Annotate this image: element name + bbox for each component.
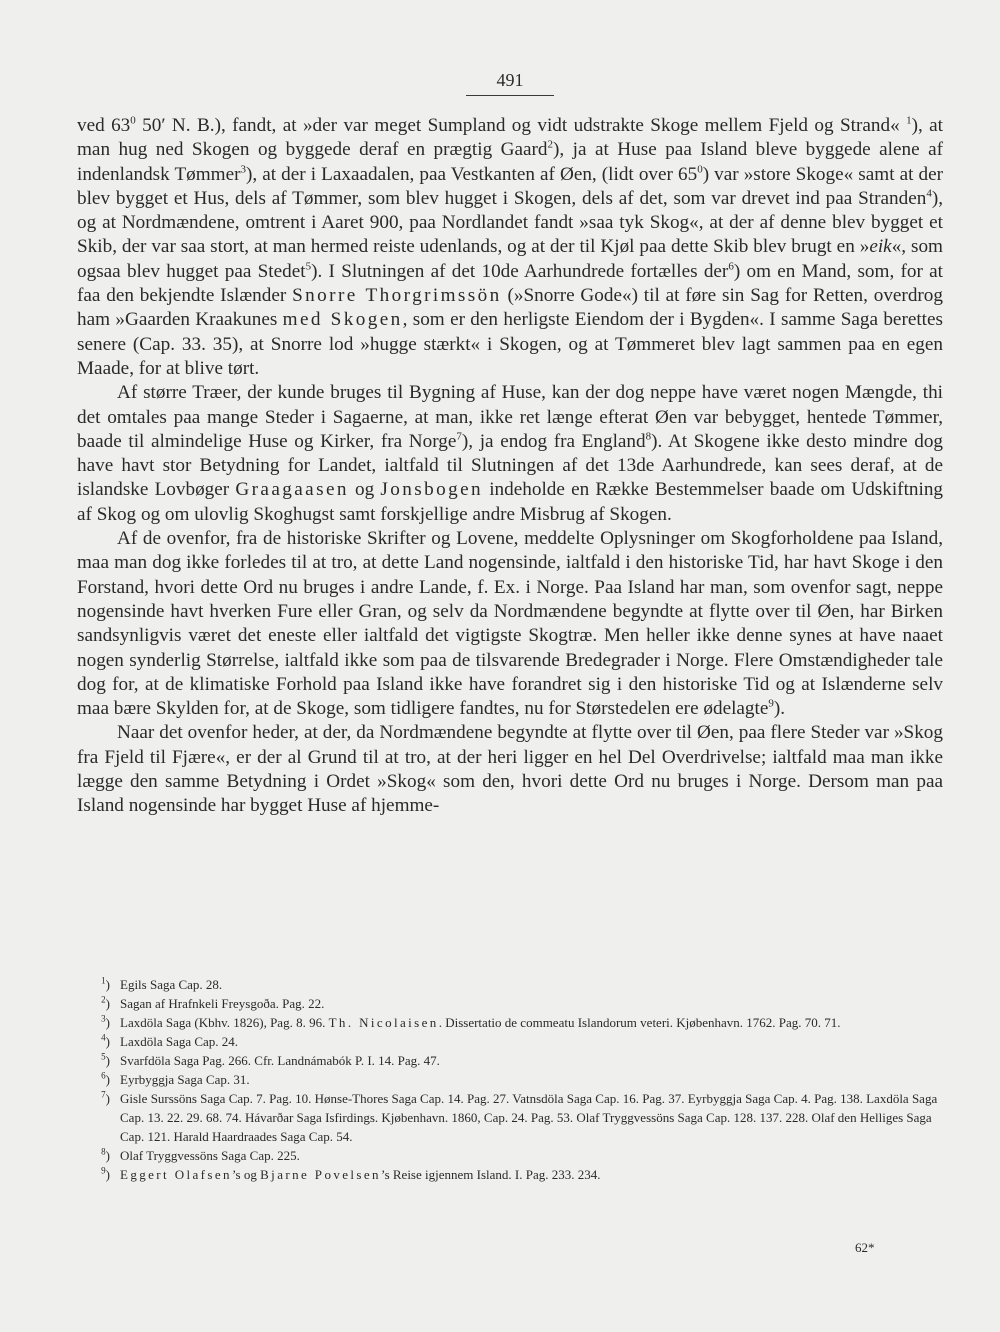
footnote-ref: 5 [305, 260, 312, 273]
text-run: ), ja endog fra England [461, 430, 646, 452]
footnote-number: $^5$) [101, 1051, 110, 1068]
text-run: ), at der i Laxaadalen, paa Vestkanten af Øen, (lidt over 65 [246, 163, 698, 185]
text-run: Svarfdöla Saga Pag. 266. Cfr. Landnámabók P. I. 14. Pag. 47. [120, 1053, 440, 1068]
footnote-number-value: 8 [101, 1146, 106, 1157]
paragraph [77, 114, 943, 381]
footnote-number: $^3$) [101, 1013, 110, 1030]
footnote-ref: 6 [728, 260, 734, 273]
footnote [80, 1051, 946, 1070]
spaced-name: Eggert Olafsen [120, 1167, 232, 1182]
text-run: ’s og [231, 1167, 261, 1182]
text-run: Laxdöla Saga Cap. 24. [120, 1034, 239, 1049]
text-run: ), ja at Huse paa Island bleve byggede alene af indenlandsk Tømmer [77, 139, 943, 185]
body-text [77, 114, 943, 819]
footnote-number: $^1$) [101, 975, 110, 992]
footnote-text [120, 1072, 250, 1087]
text-run: Gisle Surssöns Saga Cap. 7. Pag. 10. Hønse-Thores Saga Cap. 14. Pag. 27. Vatnsdöla Saga Cap. 16. Pag. 37. Eyrbyggja Saga Cap. 4. Pag. 138. Laxdöla Saga Cap. 13. 22. 29. 68. 74. Hávarðar Saga Isfirdings. Kjøbenhavn. 1860, Cap. 24. Pag. 53. Olaf Tryggvessöns Saga Cap. 128. 137. 228. Olaf den Helliges Saga Cap. 121. Harald Haardraades Saga Cap. 54. [120, 1091, 938, 1144]
text-run: ) om en Mand, som, for at faa den bekjendte Islænder [77, 260, 943, 307]
text-run: (»Snorre Gode«) til at føre sin Sag for Retten, overdrog ham »Gaarden Kraakunes [77, 285, 943, 331]
footnote-text [120, 1034, 238, 1049]
footnote [80, 1146, 946, 1165]
footnote-number: $^6$) [101, 1070, 110, 1087]
text-run: indeholde en Række Bestemmelser baade om Udskiftning af Skog og om ulovlig Skoghugst samt forskjellige andre Misbrug af Skogen. [77, 479, 944, 525]
italic-word: eik [869, 236, 892, 258]
text-run: Laxdöla Saga (Kbhv. 1826), Pag. 8. 96. [120, 1015, 329, 1030]
spaced-name: med Skogen [282, 309, 403, 331]
text-run: Af større Træer, der kunde bruges til Bygning af Huse, kan der dog neppe have været nogen Mængde, thi det omtales paa mange Steder i Sagaerne, at man, ikke ret længe efterat Øen var bebygget, hentede Tømmer, baade til almindelige Huse og Kirker, fra Norge [77, 382, 943, 452]
text-run: Sagan af Hrafnkeli Freysgoða. Pag. 22. [120, 996, 325, 1011]
page-number-rule [466, 95, 554, 96]
footnote-number-value: 3 [101, 1013, 106, 1024]
footnote-ref: 2 [547, 138, 554, 151]
spaced-name: Snorre Thorgrimssön [292, 285, 502, 307]
text-run: ved 63 [77, 115, 131, 136]
footnote-number-value: 4 [101, 1032, 106, 1043]
footnote-number-value: 6 [101, 1070, 106, 1081]
text-run: ) var »store Skoge« samt at der blev bygget et Hus, dels af Tømmer, som blev hugget i Skogen, dels af det, som var drevet ind paa Stranden [77, 163, 943, 209]
footnote-number-value: 5 [101, 1051, 106, 1062]
text-run: . Dissertatio de commeatu Islandorum veteri. Kjøbenhavn. 1762. Pag. 70. 71. [438, 1015, 841, 1030]
footnote-text [120, 1015, 841, 1030]
footnote-text [120, 996, 324, 1011]
footnote-ref: 1 [906, 114, 912, 127]
footnotes [80, 975, 946, 1184]
footnote-number: $^7$) [101, 1089, 110, 1106]
footnote-ref: 8 [645, 430, 652, 443]
footnote-text [120, 1148, 300, 1163]
text-run: Egils Saga Cap. 28. [120, 977, 223, 992]
footnote-ref: 3 [240, 163, 247, 176]
footnote-number-value: 2 [101, 994, 106, 1005]
text-run: , som er den herligste Eiendom der i Bygden«. I samme Saga berettes senere (Cap. 33. 35), at Snorre lod »hugge stærkt« i Skogen, og at Tømmeret blev lagt sammen paa en egen Maade, for at blive tørt. [77, 309, 943, 379]
footnote-ref: 9 [768, 697, 774, 710]
footnote-ref: 0 [130, 114, 136, 127]
paragraph [77, 381, 943, 527]
footnote-number: $^9$) [101, 1165, 110, 1182]
footnote-text [120, 1091, 937, 1144]
footnote-number-value: 1 [101, 975, 106, 986]
footnote-number: $^4$) [101, 1032, 110, 1049]
text-run: Naar det ovenfor heder, at der, da Nordmændene begyndte at flytte over til Øen, paa flere Steder var »Skog fra Fjeld til Fjære«, er der al Grund til at tro, at der heri ligger en hel Del Overdrivelse; ialtfald maa man ikke lægge den samme Betydning i Ordet »Skog« som den, hvori dette Ord nu bruges i Norge. Dersom man paa Island nogensinde har bygget Huse af hjemme- [77, 722, 943, 817]
footnote-ref: 7 [456, 430, 462, 443]
footnote [80, 1013, 946, 1032]
text-run: ). I Slutningen af det 10de Aarhundrede fortælles der [311, 260, 729, 282]
paragraph [77, 527, 943, 721]
page-number: 491 [496, 70, 524, 90]
spaced-name: Jonsbogen [380, 479, 484, 501]
text-run: ), og at Nordmændene, omtrent i Aaret 900, paa Nordlandet fandt »saa tyk Skog«, at der af denne blev bygget et Skib, der var saa stort, at man hermed reiste udenlands, og at der til Kjøl paa dette Skib blev brugt en » [77, 187, 943, 258]
text-run: og [348, 479, 381, 501]
signature-mark: 62* [855, 1240, 875, 1255]
text-run: ). [773, 698, 786, 720]
text-run: Olaf Tryggvessöns Saga Cap. 225. [120, 1148, 300, 1163]
footnote [80, 1089, 946, 1146]
footnote [80, 975, 946, 994]
footnote-ref: 0 [697, 163, 703, 176]
footnote-text [120, 1053, 440, 1068]
spaced-name: Bjarne Povelsen [260, 1167, 381, 1182]
footnote [80, 1070, 946, 1089]
footnote-number: $^8$) [101, 1146, 110, 1163]
paragraph [77, 721, 943, 818]
footnote-number: $^2$) [101, 994, 110, 1011]
footnote [80, 1032, 946, 1051]
text-run: Eyrbyggja Saga Cap. 31. [120, 1072, 250, 1087]
footnote-number-value: 7 [101, 1089, 106, 1100]
text-run: «, som ogsaa blev hugget paa Stedet [77, 236, 943, 282]
text-run: Af de ovenfor, fra de historiske Skrifter og Lovene, meddelte Oplysninger om Skogforholdene paa Island, maa man dog ikke forledes til at tro, at dette Land nogensinde, ialtfald i den historiske Tid, har havt Skoge i den Forstand, hvori dette Ord nu bruges i andre Lande, f. Ex. i Norge. Paa Island har man, som ovenfor sagt, neppe nogensinde havt hverken Fure eller Gran, og selv da Nordmændene begyndte at flytte over til Øen, har Birken sandsynligvis været det eneste eller ialtfald det vigtigste Skogtræ. Men heller ikke denne synes at have naaet nogen synderlig Størrelse, ialtfald ikke som paa de tilsvarende Bredegrader i Norge. Flere Omstændigheder tale dog for, at de klimatiske Forhold paa Island ikke have forandret sig i den historiske Tid og at Islænderne selv maa bære Skylden for, at de Skoge, som tidligere fandtes, nu for Størstedelen ere ødelagte [77, 528, 943, 720]
footnote [80, 1165, 946, 1184]
footnote-text [120, 977, 222, 992]
footnote-ref: 4 [926, 187, 932, 200]
footnote-text [120, 1167, 600, 1182]
text-run: ’s Reise igjennem Island. I. Pag. 233. 234. [380, 1167, 601, 1182]
text-run: ), at man hug ned Skogen og byggede deraf en prægtig Gaard [77, 115, 943, 161]
footnote-number-value: 9 [101, 1165, 106, 1176]
text-run: ). At Skogene ikke desto mindre dog have havt stor Betydning for Landet, ialtfald til Slutningen af det 13de Aarhundrede, kan sees deraf, at de islandske Lovbøger [77, 430, 944, 501]
spaced-name: Th. Nicolaisen [328, 1015, 439, 1030]
footnote [80, 994, 946, 1013]
spaced-name: Graagaasen [235, 479, 349, 501]
text-run: 50′ N. B.), fandt, at »der var meget Sumpland og vidt udstrakte Skoge mellem Fjeld og Strand« [135, 115, 907, 136]
